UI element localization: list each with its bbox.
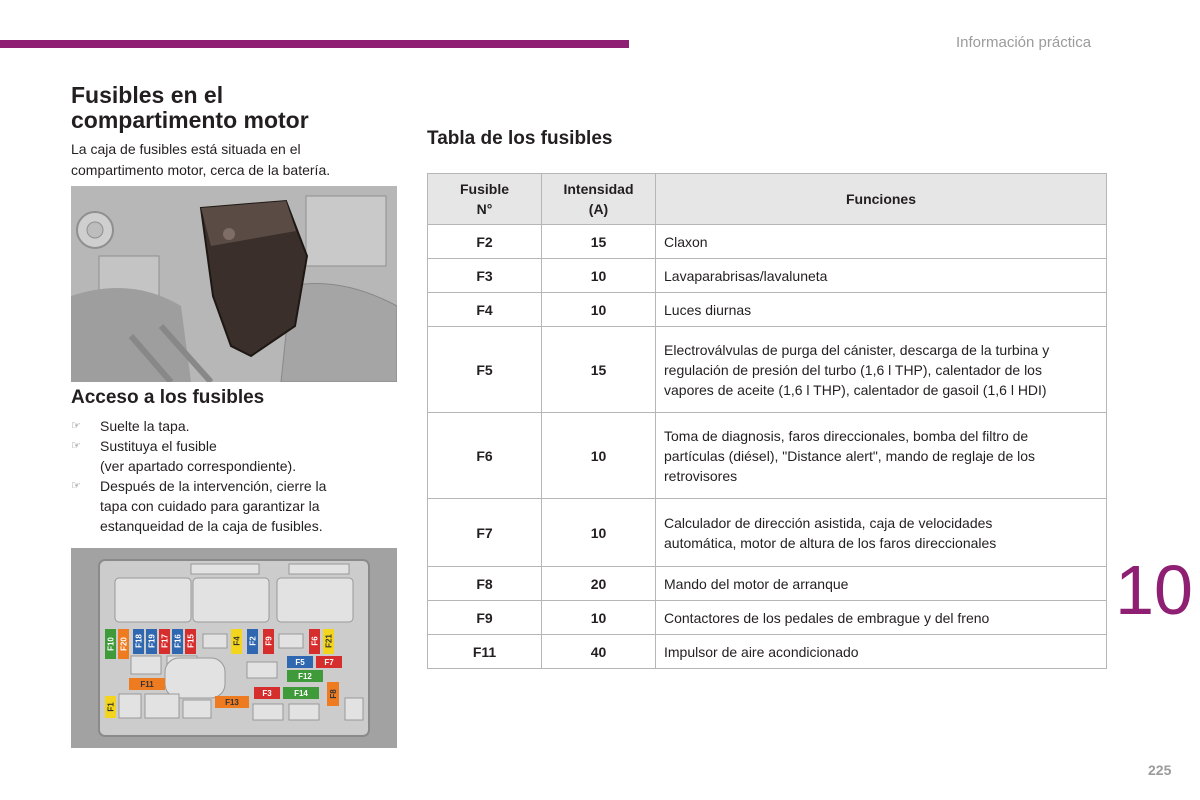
function-cell bbox=[656, 567, 1107, 601]
engine-photo-illustration bbox=[71, 186, 397, 382]
function-line: retrovisores bbox=[664, 467, 738, 484]
pointer-bullet-icon: ☞ bbox=[71, 420, 81, 432]
function-line: vapores de aceite (1,6 l THP), calentador de gasoil (1,6 l HDI) bbox=[664, 381, 1047, 398]
fuse-table bbox=[427, 173, 1107, 669]
intro-line-2: compartimento motor, cerca de la batería. bbox=[71, 162, 331, 178]
fuse-label: F20 bbox=[119, 637, 129, 651]
table-row bbox=[428, 601, 1107, 635]
table-row bbox=[428, 327, 1107, 413]
amperage-cell: 10 bbox=[542, 413, 656, 499]
table-row bbox=[428, 567, 1107, 601]
amperage-cell: 20 bbox=[542, 567, 656, 601]
amperage-cell: 10 bbox=[542, 601, 656, 635]
function-line: Electroválvulas de purga del cánister, descarga de la turbina y bbox=[664, 341, 1050, 358]
amperage-cell: 15 bbox=[542, 225, 656, 259]
fuse-label: F2 bbox=[248, 636, 258, 646]
page-number: 225 bbox=[1148, 762, 1172, 778]
function-line: Lavaparabrisas/lavaluneta bbox=[664, 267, 828, 284]
step-text: Suelte la tapa. bbox=[100, 418, 190, 434]
fuse-label: F14 bbox=[294, 689, 308, 698]
fuse-label: F10 bbox=[106, 637, 116, 651]
header-current bbox=[542, 174, 656, 225]
function-cell bbox=[656, 499, 1107, 567]
step-text: tapa con cuidado para garantizar la bbox=[100, 498, 320, 514]
function-line: Claxon bbox=[664, 233, 708, 250]
access-steps-list bbox=[71, 416, 361, 536]
fuse-label: F12 bbox=[298, 672, 312, 681]
fuse-label: F6 bbox=[310, 636, 320, 646]
page-title-line-2: compartimento motor bbox=[71, 107, 309, 133]
fuse-label: F9 bbox=[264, 636, 274, 646]
access-step bbox=[71, 476, 361, 536]
section-title: Información práctica bbox=[956, 34, 1092, 51]
fuse-label: F1 bbox=[106, 702, 116, 712]
amperage-cell: 15 bbox=[542, 327, 656, 413]
pointer-bullet-icon: ☞ bbox=[71, 440, 81, 452]
step-text: Sustituya el fusible bbox=[100, 438, 217, 454]
amperage-cell: 10 bbox=[542, 499, 656, 567]
table-row bbox=[428, 293, 1107, 327]
fuse-box-diagram bbox=[71, 548, 397, 748]
table-row bbox=[428, 413, 1107, 499]
fuse-number-cell: F5 bbox=[428, 327, 542, 413]
function-line: Impulsor de aire acondicionado bbox=[664, 643, 859, 660]
fuse-label: F17 bbox=[160, 634, 170, 648]
header-current-line-2: (A) bbox=[588, 201, 609, 217]
amperage-cell: 40 bbox=[542, 635, 656, 669]
step-text: (ver apartado correspondiente). bbox=[100, 458, 297, 474]
function-line: automática, motor de altura de los faros direccionales bbox=[664, 534, 997, 551]
function-cell bbox=[656, 413, 1107, 499]
function-cell bbox=[656, 293, 1107, 327]
table-row bbox=[428, 635, 1107, 669]
fuse-number-cell: F8 bbox=[428, 567, 542, 601]
header-fuse-line-2: N° bbox=[476, 201, 493, 217]
table-header-row bbox=[428, 174, 1107, 225]
header-current-line-1: Intensidad bbox=[563, 181, 634, 197]
chapter-number: 10 bbox=[1115, 551, 1193, 629]
fuse-number-cell: F9 bbox=[428, 601, 542, 635]
table-row bbox=[428, 499, 1107, 567]
fuse-label: F15 bbox=[186, 634, 196, 648]
fuse-label: F18 bbox=[134, 634, 144, 648]
table-row bbox=[428, 225, 1107, 259]
access-step bbox=[71, 436, 361, 476]
access-title: Acceso a los fusibles bbox=[71, 387, 265, 408]
fuse-label: F5 bbox=[295, 658, 305, 667]
fuse-label: F11 bbox=[140, 680, 154, 689]
access-step bbox=[71, 416, 361, 436]
function-line: Contactores de los pedales de embrague y del freno bbox=[664, 609, 990, 626]
step-text: Después de la intervención, cierre la bbox=[100, 478, 327, 494]
table-row bbox=[428, 259, 1107, 293]
fuse-number-cell: F2 bbox=[428, 225, 542, 259]
fuse-number-cell: F7 bbox=[428, 499, 542, 567]
fuse-number-cell: F11 bbox=[428, 635, 542, 669]
fuse-box-illustration bbox=[71, 548, 397, 748]
fuse-label: F19 bbox=[147, 634, 157, 648]
header-fuse-number bbox=[428, 174, 542, 225]
function-cell bbox=[656, 327, 1107, 413]
amperage-cell: 10 bbox=[542, 293, 656, 327]
function-cell bbox=[656, 635, 1107, 669]
fuse-label: F4 bbox=[232, 636, 242, 646]
fuse-label: F3 bbox=[262, 689, 272, 698]
page-title-line-1: Fusibles en el bbox=[71, 82, 224, 108]
fuse-label: F16 bbox=[173, 634, 183, 648]
intro-line-1: La caja de fusibles está situada en el bbox=[71, 141, 301, 157]
pointer-bullet-icon: ☞ bbox=[71, 480, 81, 492]
fuse-number-cell: F4 bbox=[428, 293, 542, 327]
fuse-number-cell: F3 bbox=[428, 259, 542, 293]
top-accent-bar bbox=[0, 40, 629, 48]
page-title bbox=[71, 83, 411, 133]
fuse-number-cell: F6 bbox=[428, 413, 542, 499]
fuse-label: F13 bbox=[225, 698, 239, 707]
table-title: Tabla de los fusibles bbox=[427, 128, 613, 149]
function-line: Mando del motor de arranque bbox=[664, 575, 849, 592]
function-cell bbox=[656, 601, 1107, 635]
engine-compartment-photo bbox=[71, 186, 397, 382]
function-line: regulación de presión del turbo (1,6 l THP), calentador de los bbox=[664, 361, 1042, 378]
fuse-label: F7 bbox=[324, 658, 334, 667]
function-line: Luces diurnas bbox=[664, 301, 752, 318]
fuse-label: F8 bbox=[329, 689, 338, 699]
function-line: partículas (diésel), "Distance alert", mando de reglaje de los bbox=[664, 447, 1036, 464]
fuse-label: F21 bbox=[324, 634, 334, 648]
header-functions: Funciones bbox=[656, 174, 1107, 225]
amperage-cell: 10 bbox=[542, 259, 656, 293]
function-cell bbox=[656, 259, 1107, 293]
step-text: estanqueidad de la caja de fusibles. bbox=[100, 518, 323, 534]
function-cell bbox=[656, 225, 1107, 259]
function-line: Calculador de dirección asistida, caja de velocidades bbox=[664, 514, 993, 531]
intro-text bbox=[71, 139, 371, 181]
header-fuse-line-1: Fusible bbox=[459, 181, 509, 197]
function-line: Toma de diagnosis, faros direccionales, bomba del filtro de bbox=[664, 427, 1029, 444]
